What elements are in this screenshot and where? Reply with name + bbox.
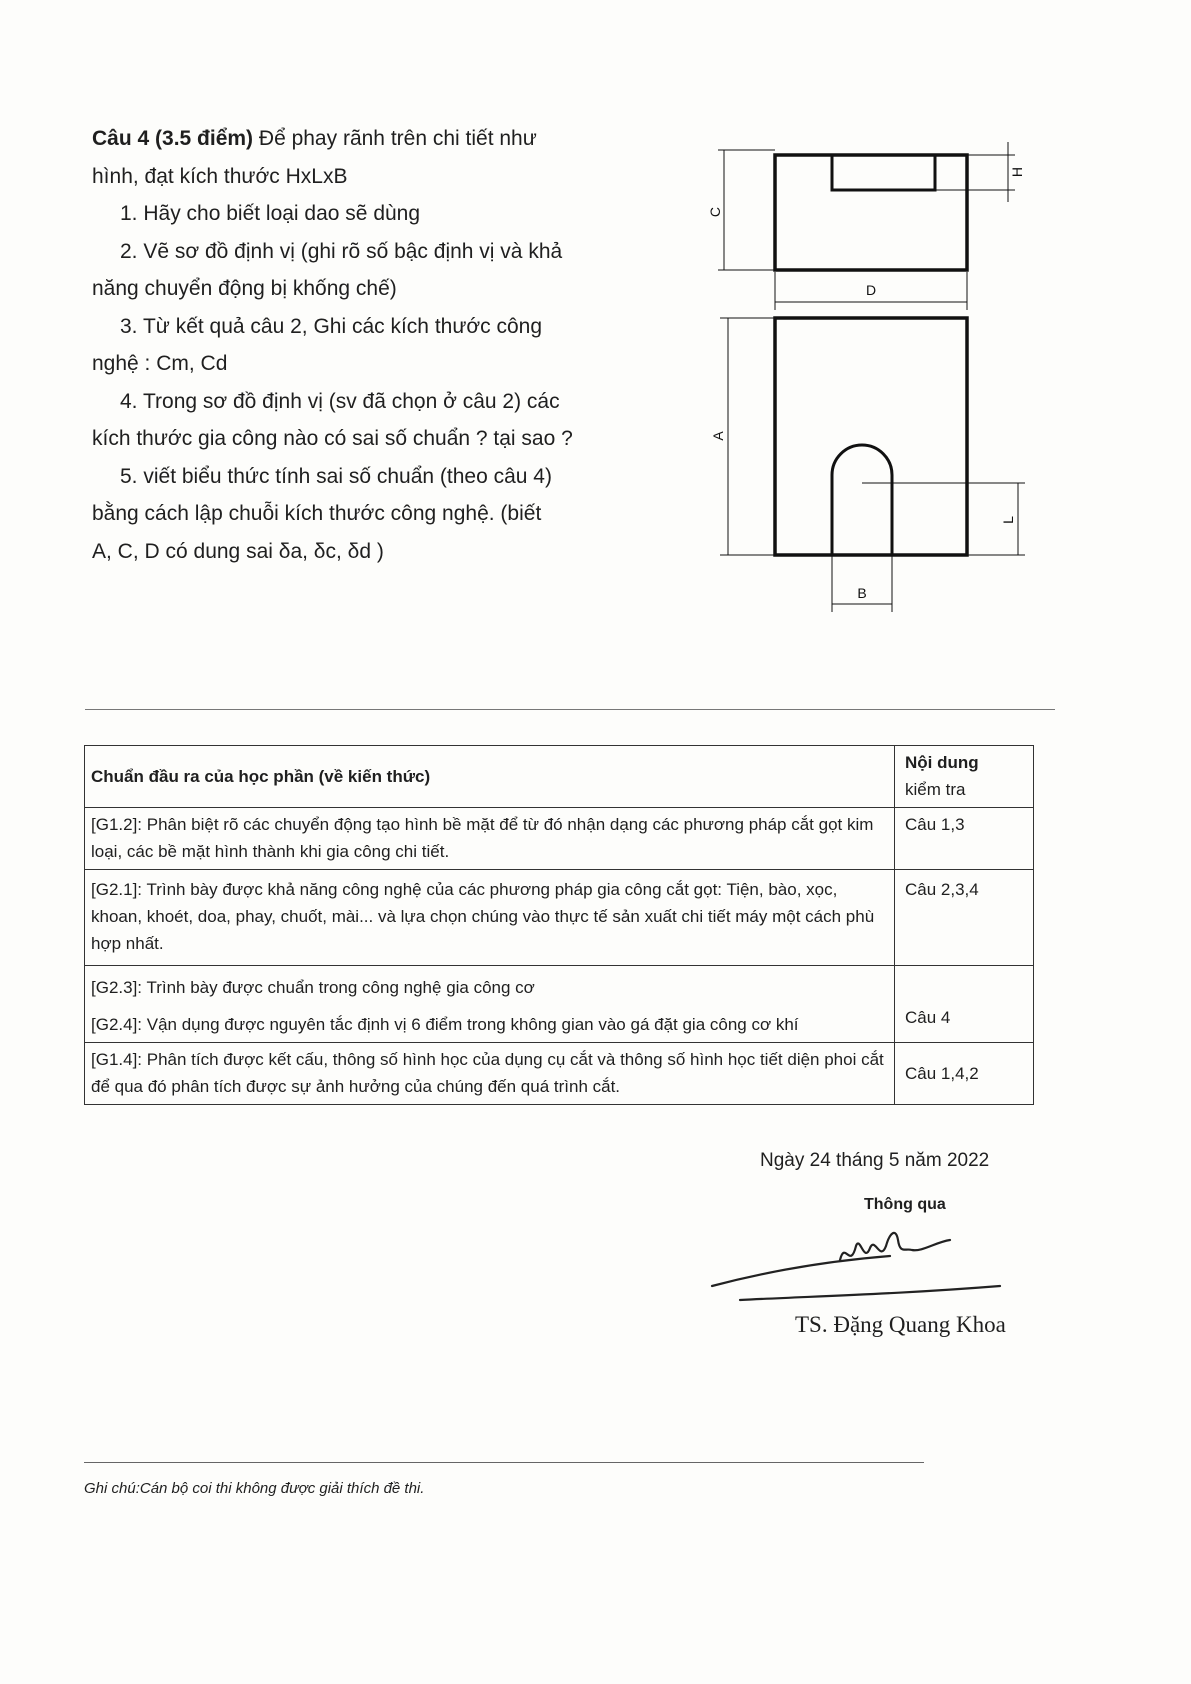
question-block [92, 120, 682, 570]
question-item: 5. viết biểu thức tính sai số chuẩn (theo câu 4) [120, 464, 552, 488]
outcome-ref: Câu 1,3 [895, 808, 1034, 870]
table-header-content [895, 746, 1034, 808]
table-row [85, 1043, 1034, 1105]
table-header-content-line1: Nội dung [905, 753, 979, 772]
table-row [85, 808, 1034, 870]
learning-outcomes-table [84, 745, 1034, 1105]
outcome-text-a: [G2.3]: Trình bày được chuẩn trong công nghệ gia công cơ [91, 978, 535, 997]
top-view-outline [775, 155, 967, 270]
footer-note: Ghi chú:Cán bộ coi thi không được giải thích đề thi. [84, 1480, 425, 1497]
question-item: 1. Hãy cho biết loại dao sẽ dùng [120, 202, 421, 225]
keyway-outline [832, 445, 892, 555]
question-title: Câu 4 (3.5 điểm) [92, 127, 254, 150]
approval-label: Thông qua [864, 1196, 946, 1213]
dim-label-b: B [857, 585, 867, 601]
question-item: bằng cách lập chuỗi kích thước công nghệ. (biết [92, 502, 542, 525]
question-items [92, 195, 682, 570]
table-header-row [85, 746, 1034, 808]
question-item: 3. Từ kết quả câu 2, Ghi các kích thước công [120, 314, 543, 338]
dim-label-a: A [710, 431, 726, 441]
section-divider [85, 709, 1055, 710]
dim-label-h: H [1009, 166, 1025, 178]
outcome-ref: Câu 1,4,2 [895, 1043, 1034, 1105]
outcome-ref: Câu 2,3,4 [895, 870, 1034, 966]
table-row [85, 966, 1034, 1043]
question-item: kích thước gia công nào có sai số chuẩn ? tại sao ? [92, 427, 573, 450]
table-header-content-line2: kiểm tra [905, 780, 966, 799]
question-item: nghệ : Cm, Cd [92, 352, 228, 375]
dim-label-d: D [865, 282, 877, 298]
signer-name: TS. Đặng Quang Khoa [795, 1312, 1006, 1337]
dim-label-c: C [707, 206, 723, 218]
table-header-outcome: Chuẩn đầu ra của học phần (về kiến thức) [85, 746, 895, 808]
top-slot-outline [832, 155, 935, 190]
outcome-text: [G2.1]: Trình bày được khả năng công nghệ của các phương pháp gia công cắt gọt: Tiện, bào, xọc, khoan, khoét, doa, phay, chuốt, mài... và lựa chọn chúng vào thực tế sản xuất chi tiết máy một cách phù hợp nhất. [85, 870, 895, 966]
question-item: 4. Trong sơ đồ định vị (sv đã chọn ở câu 2) các [120, 389, 560, 413]
outcome-text-b: [G2.4]: Vận dụng được nguyên tắc định vị 6 điểm trong không gian vào gá đặt gia công cơ khí [91, 1015, 799, 1034]
front-view-outline [775, 318, 967, 555]
question-intro-line1: Để phay rãnh trên chi tiết như [253, 127, 537, 150]
part-drawing [700, 140, 1070, 680]
table-row [85, 870, 1034, 966]
question-item: 2. Vẽ sơ đồ định vị (ghi rõ số bậc định vị và khả [120, 239, 563, 263]
dim-label-l: L [1000, 516, 1016, 524]
outcome-text: [G1.4]: Phân tích được kết cấu, thông số hình học của dụng cụ cắt và thông số hình học tiết diện phoi cắt để qua đó phân tích được sự ảnh hưởng của chúng đến quá trình cắt. [85, 1043, 895, 1105]
exam-date: Ngày 24 tháng 5 năm 2022 [760, 1150, 990, 1171]
outcome-text: [G1.2]: Phân biệt rõ các chuyển động tạo hình bề mặt để từ đó nhận dạng các phương pháp cắt gọt kim loại, các bề mặt hình thành khi gia công chi tiết. [85, 808, 895, 870]
question-intro-line2: hình, đạt kích thước HxLxB [92, 164, 348, 188]
question-item: năng chuyển động bị khống chế) [92, 277, 397, 300]
outcome-text [85, 966, 895, 1043]
question-item: A, C, D có dung sai δa, δc, δd ) [92, 539, 384, 563]
question-intro [92, 120, 682, 158]
signature-scribble [700, 1220, 1060, 1310]
outcome-ref: Câu 4 [895, 966, 1034, 1043]
footer-divider [84, 1462, 924, 1463]
